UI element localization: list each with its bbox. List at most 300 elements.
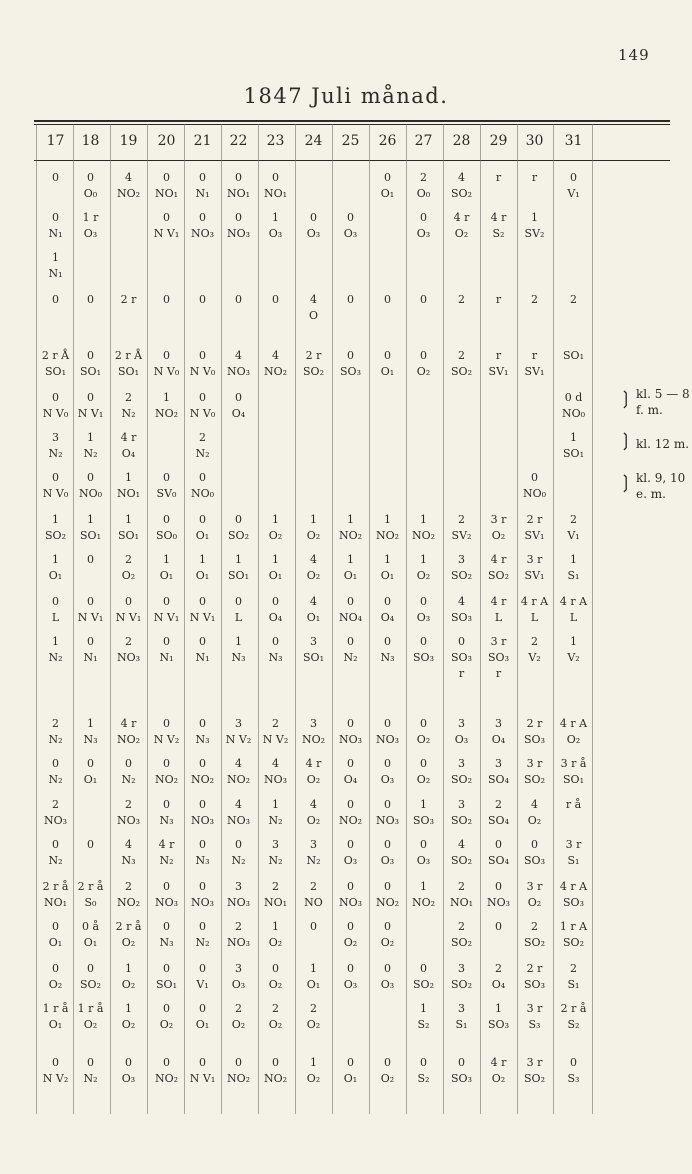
cell-wind: O₂ — [527, 814, 542, 827]
table-cell — [110, 1055, 147, 1087]
cell-wind: SO₁ — [563, 773, 584, 786]
table-cell — [184, 1001, 221, 1033]
table-cell — [555, 837, 592, 869]
cell-wind: N₂ — [48, 651, 63, 664]
table-cell — [295, 1001, 332, 1033]
table-cell — [110, 716, 147, 748]
table-cell — [443, 170, 480, 202]
cell-value: 1 — [495, 1002, 502, 1015]
table-cell — [369, 961, 406, 993]
cell-wind: O₃ — [343, 854, 358, 867]
cell-value: 1 r å — [77, 1002, 104, 1015]
table-cell — [110, 512, 147, 544]
cell-value: 0 — [347, 962, 354, 975]
cell-value: 4 — [310, 293, 317, 306]
cell-value: 1 r å — [42, 1002, 69, 1015]
cell-value: 0 — [570, 1056, 577, 1069]
cell-wind: N V₂ — [153, 733, 180, 746]
cell-value: 0 — [52, 171, 59, 184]
table-cell — [72, 716, 109, 748]
cell-wind: NO₂ — [116, 896, 141, 909]
cell-value: 0 — [272, 595, 279, 608]
cell-value: 1 — [384, 513, 391, 526]
cell-wind: SO₃ — [488, 1018, 509, 1031]
table-cell — [369, 634, 406, 666]
cell-value: 4 r — [490, 211, 507, 224]
table-cell — [516, 797, 553, 829]
cell-wind: O₃ — [306, 227, 321, 240]
cell-wind: V₁ — [196, 978, 209, 991]
cell-value: r å — [565, 798, 582, 811]
table-cell — [37, 470, 74, 502]
cell-wind: O₂ — [491, 1072, 506, 1085]
table-cell — [110, 837, 147, 869]
cell-wind: V₁ — [567, 529, 580, 542]
cell-value: 2 — [125, 880, 132, 893]
column-header-18: 18 — [81, 133, 100, 149]
table-cell — [257, 1055, 294, 1087]
cell-value: 0 — [495, 920, 502, 933]
table-cell — [148, 512, 185, 544]
cell-value: 0 — [495, 880, 502, 893]
table-cell — [332, 961, 369, 993]
cell-wind: SO₁ — [80, 529, 101, 542]
cell-value: 1 — [420, 880, 427, 893]
cell-wind: S₂ — [417, 1018, 430, 1031]
cell-value: 0 — [52, 962, 59, 975]
cell-value: 2 r å — [42, 880, 69, 893]
cell-value: 2 — [125, 553, 132, 566]
cell-wind: O₃ — [343, 978, 358, 991]
cell-wind: O₁ — [48, 1018, 63, 1031]
table-cell — [72, 634, 109, 666]
table-cell — [295, 879, 332, 911]
cell-wind: SO₃ — [451, 611, 472, 624]
cell-value: 0 — [310, 211, 317, 224]
cell-value: 0 — [163, 880, 170, 893]
table-cell — [110, 756, 147, 788]
cell-wind: NO₂ — [116, 187, 141, 200]
cell-value: 4 r — [158, 838, 175, 851]
cell-value: 1 — [347, 553, 354, 566]
table-cell — [443, 512, 480, 544]
cell-value: 1 — [125, 1002, 132, 1015]
cell-wind: NO₂ — [411, 896, 436, 909]
table-cell — [405, 1001, 442, 1033]
cell-wind: O₂ — [121, 569, 136, 582]
table-cell — [516, 512, 553, 544]
cell-value: 0 — [235, 1056, 242, 1069]
cell-wind: SO₂ — [451, 773, 472, 786]
cell-value: 0 — [347, 798, 354, 811]
cell-value: 0 — [347, 349, 354, 362]
cell-value: 0 — [495, 838, 502, 851]
cell-wind: N₂ — [83, 1072, 98, 1085]
cell-wind: SO₂ — [303, 365, 324, 378]
cell-value: 2 — [52, 798, 59, 811]
cell-wind: NO₃ — [190, 814, 215, 827]
cell-value: 0 — [531, 838, 538, 851]
table-cell — [148, 348, 185, 380]
table-cell — [37, 210, 74, 242]
table-cell — [516, 961, 553, 993]
cell-value: 0 — [199, 962, 206, 975]
cell-value: 0 — [458, 635, 465, 648]
cell-wind: SO₂ — [563, 936, 584, 949]
cell-value: 0 — [163, 595, 170, 608]
cell-wind: O₁ — [195, 1018, 210, 1031]
table-cell — [37, 1001, 74, 1033]
cell-wind: O₄ — [268, 611, 283, 624]
cell-wind: O₂ — [121, 978, 136, 991]
column-header-26: 26 — [378, 133, 397, 149]
cell-value: 0 — [384, 595, 391, 608]
cell-value: 3 — [458, 1002, 465, 1015]
cell-wind: SO₃ — [524, 978, 545, 991]
cell-wind: SO₂ — [488, 569, 509, 582]
cell-wind: N V₀ — [189, 407, 216, 420]
cell-wind: O₂ — [416, 365, 431, 378]
table-cell — [72, 756, 109, 788]
cell-wind: O₃ — [416, 611, 431, 624]
cell-value: 0 — [163, 757, 170, 770]
cell-wind: N V₁ — [77, 407, 104, 420]
cell-value: 0 — [52, 471, 59, 484]
cell-wind: S₀ — [84, 896, 97, 909]
cell-value: 0 — [420, 595, 427, 608]
table-cell — [72, 348, 109, 380]
table-cell — [72, 512, 109, 544]
column-header-27: 27 — [414, 133, 433, 149]
table-cell — [148, 797, 185, 829]
cell-wind: SO₂ — [524, 773, 545, 786]
table-cell — [148, 1055, 185, 1087]
cell-wind: N V₀ — [42, 407, 69, 420]
cell-value: 0 — [163, 962, 170, 975]
cell-wind: O₀ — [83, 187, 98, 200]
cell-value: 0 — [163, 635, 170, 648]
cell-value: 4 r — [305, 757, 322, 770]
cell-wind: SO₂ — [451, 814, 472, 827]
cell-wind: NO₃ — [226, 227, 251, 240]
cell-wind: NO₂ — [411, 529, 436, 542]
table-cell — [295, 837, 332, 869]
table-cell — [332, 552, 369, 584]
cell-value: 3 — [235, 717, 242, 730]
page-title: 1847 Juli månad. — [243, 84, 449, 108]
table-cell — [443, 1001, 480, 1033]
table-cell — [405, 512, 442, 544]
table-cell — [480, 961, 517, 993]
cell-value: 0 — [235, 838, 242, 851]
cell-wind: O₃ — [454, 733, 469, 746]
cell-value: 0 — [384, 798, 391, 811]
table-cell — [257, 837, 294, 869]
cell-value: 0 — [235, 293, 242, 306]
table-cell — [257, 879, 294, 911]
table-cell — [72, 1001, 109, 1033]
table-cell — [148, 837, 185, 869]
table-cell — [480, 837, 517, 869]
cell-value: 0 — [347, 211, 354, 224]
table-cell — [369, 292, 406, 308]
cell-value: 4 r A — [520, 595, 549, 608]
cell-value: 0 — [347, 717, 354, 730]
table-cell — [369, 797, 406, 829]
cell-wind: N₂ — [195, 936, 210, 949]
cell-value: 4 — [458, 171, 465, 184]
cell-wind: O₁ — [48, 936, 63, 949]
cell-value: 1 — [384, 553, 391, 566]
table-cell — [555, 390, 592, 422]
cell-wind: SO₃ — [340, 365, 361, 378]
table-cell — [148, 1001, 185, 1033]
table-cell — [405, 594, 442, 626]
cell-value: 1 — [125, 513, 132, 526]
cell-value: 0 — [125, 595, 132, 608]
cell-value: 1 — [125, 471, 132, 484]
cell-wind: SO₃ — [413, 814, 434, 827]
cell-wind: SO₂ — [524, 936, 545, 949]
cell-value: 0 — [384, 962, 391, 975]
cell-wind: NO₂ — [375, 529, 400, 542]
cell-value: 0 — [570, 171, 577, 184]
table-cell — [295, 594, 332, 626]
table-cell — [184, 512, 221, 544]
cell-value: 0 — [310, 920, 317, 933]
table-cell — [480, 919, 517, 935]
cell-wind: O₀ — [416, 187, 431, 200]
table-cell — [405, 837, 442, 869]
cell-wind: S₁ — [567, 569, 580, 582]
column-header-30: 30 — [525, 133, 544, 149]
cell-wind: O₁ — [159, 569, 174, 582]
cell-wind: O₃ — [380, 854, 395, 867]
table-cell — [443, 797, 480, 829]
table-cell — [72, 837, 109, 853]
cell-wind: SO₁ — [80, 365, 101, 378]
cell-wind: SV₁ — [524, 569, 545, 582]
table-cell — [110, 594, 147, 626]
table-cell — [220, 756, 257, 788]
table-cell — [369, 348, 406, 380]
cell-value: 0 — [272, 1056, 279, 1069]
cell-value: 0 — [163, 798, 170, 811]
cell-value: 0 — [163, 920, 170, 933]
table-cell — [295, 716, 332, 748]
cell-value: 0 — [125, 757, 132, 770]
cell-wind: O₂ — [268, 1018, 283, 1031]
table-cell — [220, 961, 257, 993]
table-cell — [184, 634, 221, 666]
cell-value: 0 — [87, 962, 94, 975]
cell-value: 1 — [87, 513, 94, 526]
cell-wind: SO₁ — [303, 651, 324, 664]
cell-wind: NO₁ — [154, 187, 179, 200]
cell-value: 1 — [420, 1002, 427, 1015]
table-cell — [555, 919, 592, 951]
table-cell — [516, 594, 553, 626]
cell-value: 2 r å — [77, 880, 104, 893]
cell-wind: SO₃ — [524, 854, 545, 867]
cell-value: 0 — [199, 349, 206, 362]
cell-value: 0 — [235, 211, 242, 224]
cell-wind: SV₁ — [524, 365, 545, 378]
cell-value: 0 — [52, 1056, 59, 1069]
table-cell — [148, 390, 185, 422]
cell-wind: r — [495, 667, 502, 680]
cell-value: 1 — [163, 391, 170, 404]
cell-value: 1 — [310, 1056, 317, 1069]
cell-value: 0 — [199, 635, 206, 648]
table-cell — [295, 1055, 332, 1087]
cell-value: 0 — [272, 962, 279, 975]
cell-value: 4 r A — [559, 717, 588, 730]
table-cell — [72, 1055, 109, 1087]
table-cell — [257, 552, 294, 584]
cell-value: 0 — [347, 293, 354, 306]
table-cell — [148, 919, 185, 951]
table-cell — [37, 390, 74, 422]
cell-value: 0 — [163, 211, 170, 224]
table-cell — [369, 552, 406, 584]
cell-value: 1 — [310, 513, 317, 526]
cell-wind: O₄ — [491, 733, 506, 746]
cell-wind: NO₀ — [190, 487, 215, 500]
table-cell — [110, 390, 147, 422]
cell-wind: NO₁ — [449, 896, 474, 909]
cell-value: r — [495, 349, 502, 362]
table-cell — [295, 348, 332, 380]
cell-wind: SO₁ — [563, 447, 584, 460]
table-cell — [148, 756, 185, 788]
table-cell — [369, 879, 406, 911]
column-header-20: 20 — [157, 133, 176, 149]
cell-value: 4 — [310, 595, 317, 608]
cell-value: 4 — [125, 838, 132, 851]
table-cell — [37, 348, 74, 380]
cell-value: 3 r — [526, 880, 543, 893]
table-cell — [110, 634, 147, 666]
cell-value: 0 — [272, 635, 279, 648]
cell-wind: N₃ — [195, 854, 210, 867]
cell-wind: SV₂ — [524, 227, 545, 240]
cell-value: 4 — [235, 349, 242, 362]
cell-wind: NO₃ — [116, 814, 141, 827]
cell-wind: NO₃ — [116, 651, 141, 664]
table-cell — [480, 512, 517, 544]
cell-value: 1 — [420, 553, 427, 566]
table-cell — [184, 716, 221, 748]
cell-wind: V₂ — [528, 651, 541, 664]
table-cell — [257, 634, 294, 666]
cell-wind: NO₂ — [116, 733, 141, 746]
cell-value: 2 — [495, 798, 502, 811]
table-cell — [184, 348, 221, 380]
table-cell — [37, 594, 74, 626]
cell-value: 0 — [87, 838, 94, 851]
cell-value: 1 — [570, 635, 577, 648]
cell-value: 2 — [235, 920, 242, 933]
table-cell — [37, 250, 74, 282]
cell-value: 0 — [87, 553, 94, 566]
table-cell — [110, 552, 147, 584]
cell-value: 2 — [495, 962, 502, 975]
cell-wind: NO₂ — [263, 1072, 288, 1085]
cell-wind: NO₃ — [338, 896, 363, 909]
table-cell — [184, 390, 221, 422]
cell-wind: NO₃ — [190, 896, 215, 909]
table-cell — [516, 552, 553, 584]
cell-value: 2 — [125, 391, 132, 404]
cell-value: 2 r — [120, 293, 137, 306]
table-cell — [148, 552, 185, 584]
cell-value: 0 — [87, 595, 94, 608]
table-cell — [480, 170, 517, 186]
column-header-19: 19 — [119, 133, 138, 149]
cell-wind: SV₁ — [488, 365, 509, 378]
cell-value: 0 — [163, 471, 170, 484]
cell-value: 0 — [199, 595, 206, 608]
table-cell — [184, 1055, 221, 1087]
table-cell — [555, 1055, 592, 1087]
table-cell — [555, 879, 592, 911]
cell-wind: N V₁ — [153, 611, 180, 624]
cell-wind: NO₁ — [43, 896, 68, 909]
cell-value: 1 — [272, 920, 279, 933]
cell-wind: NO₃ — [486, 896, 511, 909]
table-cell — [516, 634, 553, 666]
cell-wind: NO₂ — [154, 407, 179, 420]
cell-value: 1 r — [82, 211, 99, 224]
cell-wind: O₂ — [159, 1018, 174, 1031]
cell-value: 0 — [347, 595, 354, 608]
cell-value: 0 — [163, 1056, 170, 1069]
note-brace-2: ❳ — [618, 430, 634, 451]
cell-value: 2 — [199, 431, 206, 444]
cell-value: 0 — [420, 838, 427, 851]
cell-value: 0 — [199, 471, 206, 484]
table-cell — [555, 430, 592, 462]
column-header-22: 22 — [229, 133, 248, 149]
cell-value: 2 — [570, 293, 577, 306]
table-cell — [37, 919, 74, 951]
cell-wind: NO₂ — [338, 529, 363, 542]
cell-wind: SO₂ — [451, 978, 472, 991]
cell-wind: NO₃ — [375, 733, 400, 746]
table-cell — [257, 348, 294, 380]
table-cell — [37, 552, 74, 584]
table-cell — [220, 170, 257, 202]
table-cell — [220, 594, 257, 626]
table-cell — [443, 594, 480, 626]
table-cell — [257, 961, 294, 993]
cell-value: 2 — [272, 880, 279, 893]
table-cell — [257, 1001, 294, 1033]
cell-wind: N₁ — [195, 651, 210, 664]
cell-wind: O₂ — [48, 978, 63, 991]
cell-wind: O₂ — [121, 1018, 136, 1031]
table-cell — [184, 594, 221, 626]
cell-value: 0 — [87, 471, 94, 484]
table-cell — [516, 879, 553, 911]
cell-value: 2 r — [526, 717, 543, 730]
cell-wind: S₂ — [492, 227, 505, 240]
cell-wind: SO₃ — [524, 733, 545, 746]
cell-wind: NO₂ — [226, 1072, 251, 1085]
cell-wind: SO₂ — [413, 978, 434, 991]
header-rule — [34, 160, 670, 161]
